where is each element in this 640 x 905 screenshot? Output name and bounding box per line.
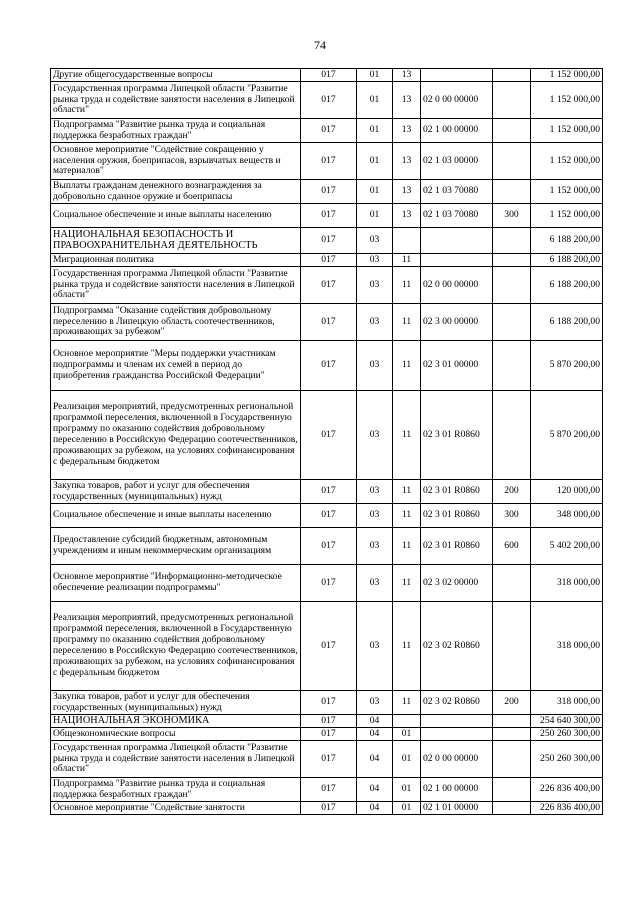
row-name-cell: Государственная программа Липецкой области "Развитие рынка труда и содействие занятости населения в Липецкой области"	[51, 741, 301, 778]
subsection-code-cell: 13	[393, 119, 421, 143]
expense-type-cell	[493, 341, 531, 391]
ministry-code-cell: 017	[301, 528, 357, 565]
table-row	[51, 480, 603, 504]
ministry-code-cell: 017	[301, 267, 357, 304]
expense-type-cell	[493, 143, 531, 180]
table-row	[51, 691, 603, 715]
row-name-cell: Основное мероприятие "Информационно-методическое обеспечение реализации подпрограммы"	[51, 565, 301, 602]
amount-cell: 1 152 000,00	[531, 69, 603, 82]
row-name-cell: Подпрограмма "Развитие рынка труда и социальная поддержка безработных граждан"	[51, 778, 301, 802]
target-article-cell: 02 3 02 R0860	[421, 691, 493, 715]
section-code-cell: 03	[357, 565, 393, 602]
ministry-code-cell: 017	[301, 82, 357, 119]
target-article-cell: 02 1 00 00000	[421, 119, 493, 143]
subsection-code-cell: 11	[393, 254, 421, 267]
amount-cell: 120 000,00	[531, 480, 603, 504]
target-article-cell	[421, 715, 493, 728]
ministry-code-cell: 017	[301, 228, 357, 254]
amount-cell: 1 152 000,00	[531, 119, 603, 143]
section-code-cell: 03	[357, 341, 393, 391]
row-name-cell: Основное мероприятие "Содействие занятости	[51, 802, 301, 815]
row-name-cell: Предоставление субсидий бюджетным, автономным учреждениям и иным некоммерческим организациям	[51, 528, 301, 565]
target-article-cell: 02 1 03 70080	[421, 180, 493, 204]
subsection-code-cell: 11	[393, 691, 421, 715]
subsection-code-cell: 11	[393, 565, 421, 602]
target-article-cell	[421, 69, 493, 82]
amount-cell: 348 000,00	[531, 504, 603, 528]
amount-cell: 1 152 000,00	[531, 143, 603, 180]
amount-cell: 5 402 200,00	[531, 528, 603, 565]
table-row	[51, 602, 603, 691]
amount-cell: 250 260 300,00	[531, 728, 603, 741]
section-code-cell: 03	[357, 504, 393, 528]
section-code-cell: 01	[357, 204, 393, 228]
section-code-cell: 03	[357, 602, 393, 691]
expense-type-cell: 300	[493, 204, 531, 228]
ministry-code-cell: 017	[301, 802, 357, 815]
subsection-code-cell: 11	[393, 504, 421, 528]
target-article-cell: 02 1 03 70080	[421, 204, 493, 228]
budget-table-body	[51, 69, 603, 815]
row-name-cell: Государственная программа Липецкой области "Развитие рынка труда и содействие занятости населения в Липецкой области"	[51, 82, 301, 119]
expense-type-cell	[493, 228, 531, 254]
target-article-cell: 02 0 00 00000	[421, 267, 493, 304]
subsection-code-cell: 01	[393, 741, 421, 778]
subsection-code-cell: 11	[393, 267, 421, 304]
ministry-code-cell: 017	[301, 504, 357, 528]
section-code-cell: 03	[357, 528, 393, 565]
target-article-cell: 02 3 02 00000	[421, 565, 493, 602]
table-row	[51, 715, 603, 728]
expense-type-cell	[493, 741, 531, 778]
expense-type-cell: 200	[493, 691, 531, 715]
target-article-cell: 02 3 01 R0860	[421, 391, 493, 480]
subsection-code-cell: 01	[393, 802, 421, 815]
expense-type-cell: 200	[493, 480, 531, 504]
ministry-code-cell: 017	[301, 565, 357, 602]
ministry-code-cell: 017	[301, 143, 357, 180]
expense-type-cell: 300	[493, 504, 531, 528]
target-article-cell: 02 3 01 R0860	[421, 480, 493, 504]
ministry-code-cell: 017	[301, 304, 357, 341]
amount-cell: 250 260 300,00	[531, 741, 603, 778]
section-code-cell: 01	[357, 69, 393, 82]
row-name-cell: Реализация мероприятий, предусмотренных региональной программой переселения, включенной в Государственную программу по оказанию содействия добровольному переселению в Российскую Федерацию соотечественников, проживающих за рубежом, на условиях софинансирования с федеральным бюджетом	[51, 602, 301, 691]
amount-cell: 6 188 200,00	[531, 304, 603, 341]
table-row	[51, 802, 603, 815]
amount-cell: 318 000,00	[531, 602, 603, 691]
row-name-cell: Выплаты гражданам денежного вознаграждения за добровольно сданное оружие и боеприпасы	[51, 180, 301, 204]
expense-type-cell: 600	[493, 528, 531, 565]
subsection-code-cell: 13	[393, 82, 421, 119]
section-code-cell: 01	[357, 82, 393, 119]
table-row	[51, 254, 603, 267]
table-row	[51, 728, 603, 741]
expense-type-cell	[493, 180, 531, 204]
row-name-cell: Подпрограмма "Оказание содействия добровольному переселению в Липецкую область соотечественников, проживающих за рубежом"	[51, 304, 301, 341]
ministry-code-cell: 017	[301, 778, 357, 802]
table-row	[51, 143, 603, 180]
expense-type-cell	[493, 778, 531, 802]
table-row	[51, 391, 603, 480]
ministry-code-cell: 017	[301, 602, 357, 691]
ministry-code-cell: 017	[301, 119, 357, 143]
amount-cell: 5 870 200,00	[531, 341, 603, 391]
target-article-cell: 02 0 00 00000	[421, 82, 493, 119]
target-article-cell	[421, 228, 493, 254]
expense-type-cell	[493, 69, 531, 82]
expense-type-cell	[493, 802, 531, 815]
expense-type-cell	[493, 267, 531, 304]
target-article-cell: 02 3 01 R0860	[421, 504, 493, 528]
subsection-code-cell: 11	[393, 304, 421, 341]
section-code-cell: 03	[357, 304, 393, 341]
table-row	[51, 304, 603, 341]
budget-table	[50, 68, 603, 815]
section-code-cell: 01	[357, 180, 393, 204]
expense-type-cell	[493, 82, 531, 119]
expense-type-cell	[493, 254, 531, 267]
subsection-code-cell: 13	[393, 143, 421, 180]
row-name-cell: Другие общегосударственные вопросы	[51, 69, 301, 82]
subsection-code-cell: 13	[393, 69, 421, 82]
subsection-code-cell: 01	[393, 728, 421, 741]
target-article-cell: 02 1 01 00000	[421, 802, 493, 815]
row-name-cell: НАЦИОНАЛЬНАЯ БЕЗОПАСНОСТЬ И ПРАВООХРАНИТЕЛЬНАЯ ДЕЯТЕЛЬНОСТЬ	[51, 228, 301, 254]
expense-type-cell	[493, 565, 531, 602]
expense-type-cell	[493, 728, 531, 741]
ministry-code-cell: 017	[301, 341, 357, 391]
row-name-cell: Подпрограмма "Развитие рынка труда и социальная поддержка безработных граждан"	[51, 119, 301, 143]
subsection-code-cell: 11	[393, 391, 421, 480]
row-name-cell: Основное мероприятие "Меры поддержки участникам подпрограммы и членам их семей в период до приобретения гражданства Российской Федерации"	[51, 341, 301, 391]
amount-cell: 6 188 200,00	[531, 267, 603, 304]
target-article-cell	[421, 254, 493, 267]
row-name-cell: Закупка товаров, работ и услуг для обеспечения государственных (муниципальных) нужд	[51, 691, 301, 715]
target-article-cell	[421, 728, 493, 741]
table-row	[51, 82, 603, 119]
page-number: 74	[314, 38, 326, 52]
amount-cell: 6 188 200,00	[531, 254, 603, 267]
amount-cell: 1 152 000,00	[531, 180, 603, 204]
target-article-cell: 02 1 00 00000	[421, 778, 493, 802]
subsection-code-cell: 11	[393, 602, 421, 691]
target-article-cell: 02 3 01 00000	[421, 341, 493, 391]
section-code-cell: 01	[357, 143, 393, 180]
ministry-code-cell: 017	[301, 69, 357, 82]
expense-type-cell	[493, 391, 531, 480]
table-row	[51, 228, 603, 254]
section-code-cell: 04	[357, 715, 393, 728]
ministry-code-cell: 017	[301, 691, 357, 715]
section-code-cell: 03	[357, 228, 393, 254]
row-name-cell: Реализация мероприятий, предусмотренных региональной программой переселения, включенной в Государственную программу по оказанию содействия добровольному переселению в Российскую Федерацию соотечественников, проживающих за рубежом, на условиях софинансирования с федеральным бюджетом	[51, 391, 301, 480]
section-code-cell: 04	[357, 728, 393, 741]
expense-type-cell	[493, 602, 531, 691]
table-row	[51, 528, 603, 565]
section-code-cell: 04	[357, 802, 393, 815]
target-article-cell: 02 0 00 00000	[421, 741, 493, 778]
ministry-code-cell: 017	[301, 728, 357, 741]
row-name-cell: Общеэкономические вопросы	[51, 728, 301, 741]
table-row	[51, 119, 603, 143]
target-article-cell: 02 3 00 00000	[421, 304, 493, 341]
section-code-cell: 03	[357, 267, 393, 304]
subsection-code-cell	[393, 228, 421, 254]
table-row	[51, 741, 603, 778]
ministry-code-cell: 017	[301, 715, 357, 728]
row-name-cell: Государственная программа Липецкой области "Развитие рынка труда и содействие занятости населения в Липецкой области"	[51, 267, 301, 304]
expense-type-cell	[493, 304, 531, 341]
table-row	[51, 778, 603, 802]
section-code-cell: 04	[357, 778, 393, 802]
subsection-code-cell: 11	[393, 480, 421, 504]
section-code-cell: 03	[357, 691, 393, 715]
ministry-code-cell: 017	[301, 254, 357, 267]
ministry-code-cell: 017	[301, 204, 357, 228]
amount-cell: 254 640 300,00	[531, 715, 603, 728]
target-article-cell: 02 3 02 R0860	[421, 602, 493, 691]
row-name-cell: Миграционная политика	[51, 254, 301, 267]
table-row	[51, 204, 603, 228]
amount-cell: 226 836 400,00	[531, 778, 603, 802]
expense-type-cell	[493, 715, 531, 728]
ministry-code-cell: 017	[301, 391, 357, 480]
amount-cell: 318 000,00	[531, 691, 603, 715]
table-row	[51, 180, 603, 204]
subsection-code-cell: 01	[393, 778, 421, 802]
subsection-code-cell: 11	[393, 528, 421, 565]
table-row	[51, 504, 603, 528]
row-name-cell: Социальное обеспечение и иные выплаты населению	[51, 204, 301, 228]
subsection-code-cell: 13	[393, 204, 421, 228]
amount-cell: 5 870 200,00	[531, 391, 603, 480]
subsection-code-cell: 13	[393, 180, 421, 204]
section-code-cell: 03	[357, 480, 393, 504]
row-name-cell: Основное мероприятие "Содействие сокращению у населения оружия, боеприпасов, взрывчатых веществ и материалов"	[51, 143, 301, 180]
table-row	[51, 565, 603, 602]
amount-cell: 6 188 200,00	[531, 228, 603, 254]
amount-cell: 318 000,00	[531, 565, 603, 602]
amount-cell: 226 836 400,00	[531, 802, 603, 815]
target-article-cell: 02 1 03 00000	[421, 143, 493, 180]
subsection-code-cell: 11	[393, 341, 421, 391]
table-row	[51, 69, 603, 82]
ministry-code-cell: 017	[301, 180, 357, 204]
target-article-cell: 02 3 01 R0860	[421, 528, 493, 565]
section-code-cell: 03	[357, 391, 393, 480]
row-name-cell: Закупка товаров, работ и услуг для обеспечения государственных (муниципальных) нужд	[51, 480, 301, 504]
amount-cell: 1 152 000,00	[531, 82, 603, 119]
ministry-code-cell: 017	[301, 741, 357, 778]
section-code-cell: 01	[357, 119, 393, 143]
amount-cell: 1 152 000,00	[531, 204, 603, 228]
subsection-code-cell	[393, 715, 421, 728]
section-code-cell: 04	[357, 741, 393, 778]
expense-type-cell	[493, 119, 531, 143]
section-code-cell: 03	[357, 254, 393, 267]
row-name-cell: НАЦИОНАЛЬНАЯ ЭКОНОМИКА	[51, 715, 301, 728]
row-name-cell: Социальное обеспечение и иные выплаты населению	[51, 504, 301, 528]
ministry-code-cell: 017	[301, 480, 357, 504]
table-row	[51, 341, 603, 391]
table-row	[51, 267, 603, 304]
